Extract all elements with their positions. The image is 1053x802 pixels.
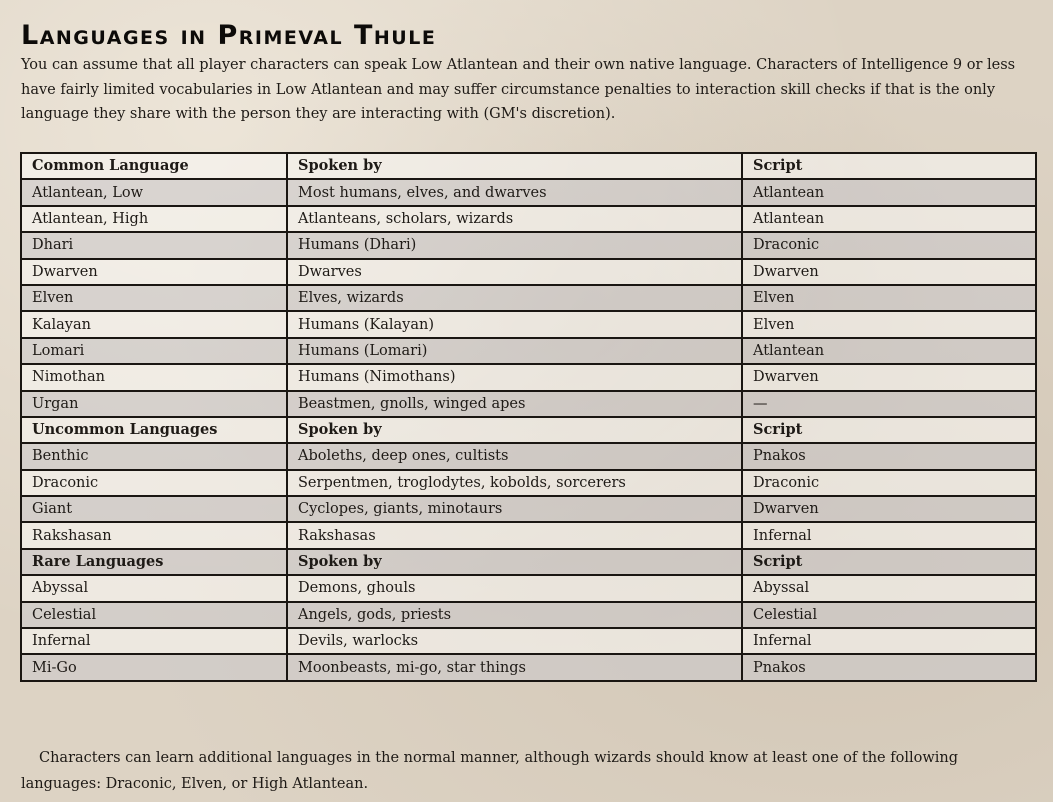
table-cell: Dwarven	[742, 496, 1036, 522]
table-cell: Humans (Nimothans)	[287, 364, 742, 390]
table-row	[21, 311, 1036, 337]
table-cell: Common Language	[21, 153, 287, 179]
table-row	[21, 496, 1036, 522]
page-title: Languages in Primeval Thule	[21, 20, 437, 51]
table-header-rare	[21, 549, 1036, 575]
table-cell: Elven	[742, 285, 1036, 311]
table-cell: Urgan	[21, 391, 287, 417]
table-row	[21, 654, 1036, 680]
table-cell: Kalayan	[21, 311, 287, 337]
table-cell: Pnakos	[742, 443, 1036, 469]
table-cell: Mi-Go	[21, 654, 287, 680]
table-cell: Draconic	[742, 470, 1036, 496]
table-cell: Celestial	[21, 602, 287, 628]
table-cell: Benthic	[21, 443, 287, 469]
table-cell: Nimothan	[21, 364, 287, 390]
table-cell: Dhari	[21, 232, 287, 258]
table-cell: Elven	[21, 285, 287, 311]
table-cell: Dwarven	[742, 364, 1036, 390]
intro-paragraph: You can assume that all player characters can speak Low Atlantean and their own native language. Characters of Intelligence 9 or less have fairly limited vocabularies in Low Atlantean and may suffer circumstance penalties to interaction skill checks if that is the only language they share with the person they are interacting with (GM's discretion).	[21, 57, 1016, 122]
table-row	[21, 206, 1036, 232]
table-row	[21, 364, 1036, 390]
table-cell: Spoken by	[287, 549, 742, 575]
table-cell: Atlantean	[742, 338, 1036, 364]
table-cell: Humans (Lomari)	[287, 338, 742, 364]
table-cell: Infernal	[742, 628, 1036, 654]
table-cell: Beastmen, gnolls, winged apes	[287, 391, 742, 417]
table-cell: Atlanteans, scholars, wizards	[287, 206, 742, 232]
table-cell: Most humans, elves, and dwarves	[287, 179, 742, 205]
table-cell: Atlantean, Low	[21, 179, 287, 205]
table-row	[21, 628, 1036, 654]
table-cell: Pnakos	[742, 654, 1036, 680]
table-cell: Script	[742, 549, 1036, 575]
footer-paragraph: Characters can learn additional languages in the normal manner, although wizards should know at least one of the following languages: Draconic, Elven, or High Atlantean.	[21, 750, 958, 792]
table-cell: Abyssal	[742, 575, 1036, 601]
table-row	[21, 232, 1036, 258]
table-cell: Uncommon Languages	[21, 417, 287, 443]
table-row	[21, 443, 1036, 469]
table-cell: Demons, ghouls	[287, 575, 742, 601]
table-cell: Infernal	[21, 628, 287, 654]
table-row	[21, 338, 1036, 364]
table-row	[21, 470, 1036, 496]
table-cell: Cyclopes, giants, minotaurs	[287, 496, 742, 522]
languages-table	[20, 152, 1037, 682]
table-cell: Moonbeasts, mi-go, star things	[287, 654, 742, 680]
table-cell: Serpentmen, troglodytes, kobolds, sorcerers	[287, 470, 742, 496]
table-cell: Lomari	[21, 338, 287, 364]
table-row	[21, 522, 1036, 548]
table-cell: Script	[742, 417, 1036, 443]
table-cell: Atlantean, High	[21, 206, 287, 232]
table-cell: Devils, warlocks	[287, 628, 742, 654]
table-header-uncommon	[21, 417, 1036, 443]
table-cell: Aboleths, deep ones, cultists	[287, 443, 742, 469]
table-cell: Dwarven	[742, 259, 1036, 285]
table-cell: Dwarven	[21, 259, 287, 285]
table-cell: Rare Languages	[21, 549, 287, 575]
table-cell: Draconic	[742, 232, 1036, 258]
table-cell: Atlantean	[742, 206, 1036, 232]
table-cell: Rakshasan	[21, 522, 287, 548]
table-cell: Draconic	[21, 470, 287, 496]
table-cell: Elves, wizards	[287, 285, 742, 311]
table-row	[21, 391, 1036, 417]
table-cell: Angels, gods, priests	[287, 602, 742, 628]
table-cell: Rakshasas	[287, 522, 742, 548]
table-cell: Elven	[742, 311, 1036, 337]
table-cell: Infernal	[742, 522, 1036, 548]
table-header-common	[21, 153, 1036, 179]
table-cell: Spoken by	[287, 153, 742, 179]
table-row	[21, 179, 1036, 205]
table-cell: Abyssal	[21, 575, 287, 601]
table-cell: Script	[742, 153, 1036, 179]
table-row	[21, 575, 1036, 601]
table-row	[21, 285, 1036, 311]
table-row	[21, 602, 1036, 628]
table-cell: Celestial	[742, 602, 1036, 628]
table-cell: Giant	[21, 496, 287, 522]
table-cell: Humans (Dhari)	[287, 232, 742, 258]
table-cell: Dwarves	[287, 259, 742, 285]
table-row	[21, 259, 1036, 285]
table-cell: Humans (Kalayan)	[287, 311, 742, 337]
table-cell: Spoken by	[287, 417, 742, 443]
table-cell: Atlantean	[742, 179, 1036, 205]
table-cell: —	[742, 391, 1036, 417]
